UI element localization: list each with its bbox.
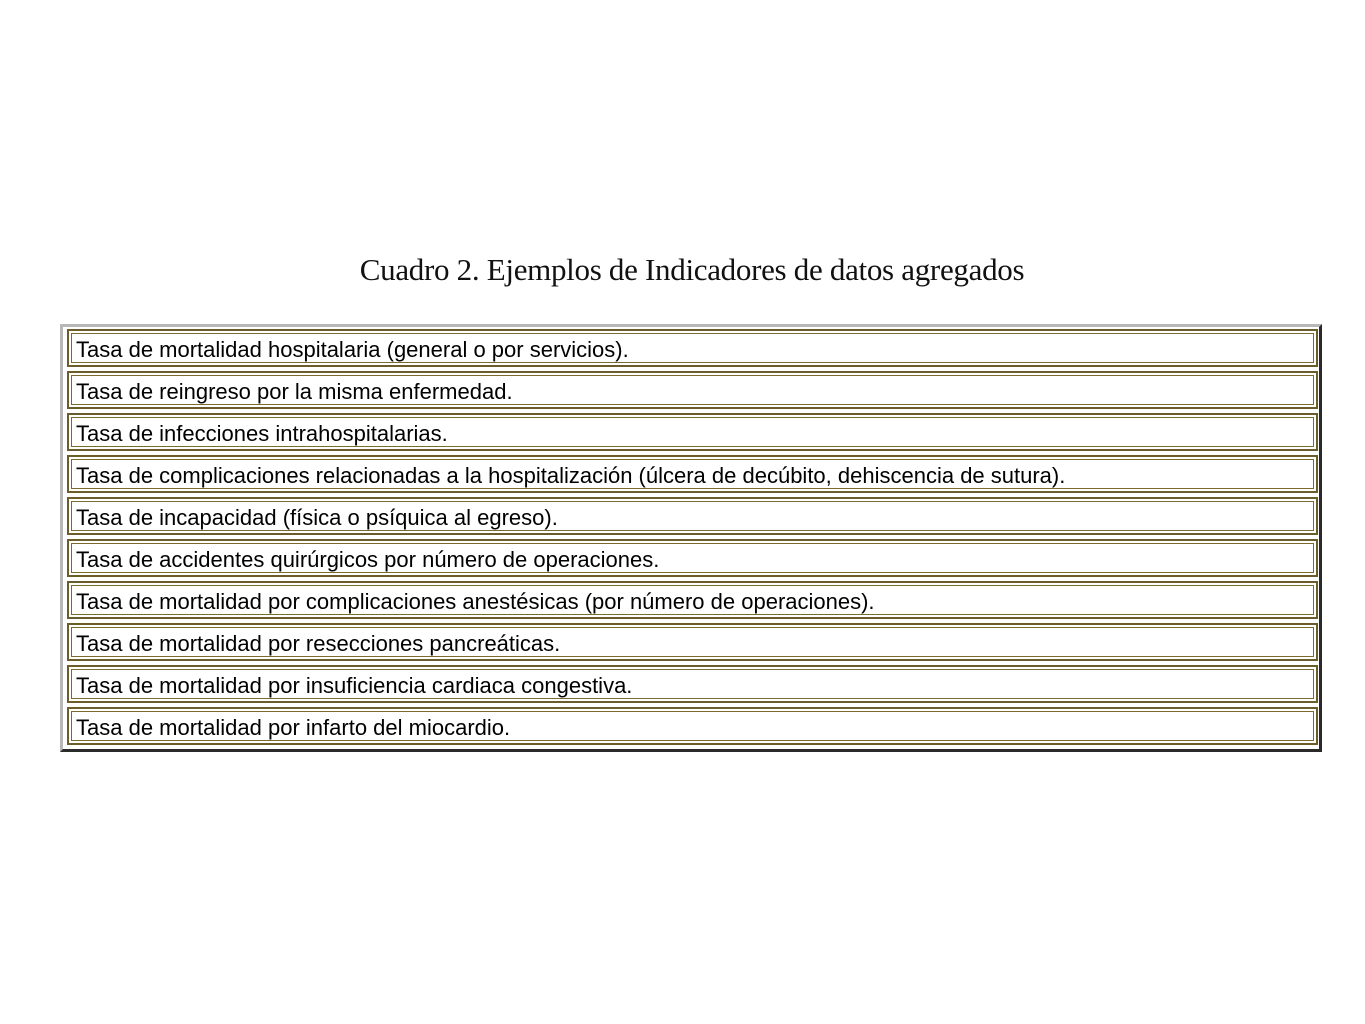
table-caption: Cuadro 2. Ejemplos de Indicadores de datos agregados — [359, 252, 1025, 287]
table-row — [67, 497, 1318, 535]
table-row — [67, 413, 1318, 451]
table-cell: Tasa de mortalidad por resecciones pancreáticas. — [76, 631, 561, 656]
table-cell: Tasa de mortalidad hospitalaria (general o por servicios). — [76, 337, 629, 362]
table-row — [67, 623, 1318, 661]
table-cell: Tasa de accidentes quirúrgicos por número de operaciones. — [76, 547, 660, 572]
table-row — [67, 329, 1318, 367]
table-cell: Tasa de complicaciones relacionadas a la hospitalización (úlcera de decúbito, dehiscencia de sutura). — [76, 463, 1066, 488]
table-cell: Tasa de infecciones intrahospitalarias. — [76, 421, 448, 446]
table-cell: Tasa de mortalidad por complicaciones anestésicas (por número de operaciones). — [76, 589, 875, 614]
table-cell: Tasa de mortalidad por infarto del miocardio. — [76, 715, 511, 740]
indicators-table — [60, 324, 1322, 752]
table-row — [67, 665, 1318, 703]
table-row — [67, 371, 1318, 409]
table-row — [67, 539, 1318, 577]
table-cell: Tasa de mortalidad por insuficiencia cardiaca congestiva. — [76, 673, 633, 698]
table-row — [67, 455, 1318, 493]
table-row — [67, 581, 1318, 619]
table-row — [67, 707, 1318, 745]
table-cell: Tasa de incapacidad (física o psíquica al egreso). — [76, 505, 558, 530]
table-cell: Tasa de reingreso por la misma enfermedad. — [76, 379, 513, 404]
